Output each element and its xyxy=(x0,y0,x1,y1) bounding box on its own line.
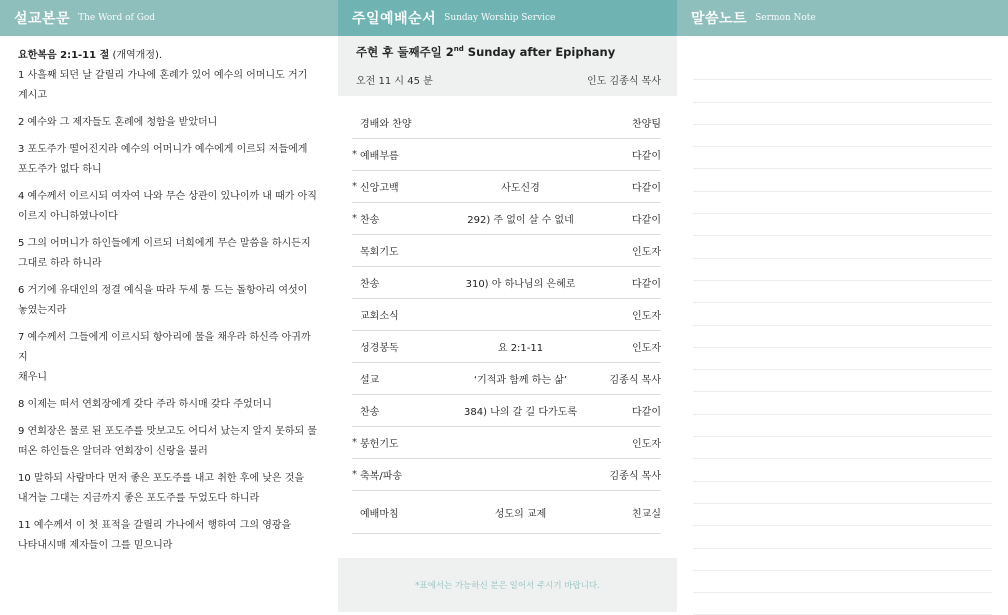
note-line xyxy=(693,58,992,80)
verse-line: 10 말하되 사람마다 먼저 좋은 포도주를 내고 취한 후에 낮은 것을 xyxy=(18,473,305,484)
order-leader: 친교실 xyxy=(632,508,661,520)
scripture-column xyxy=(0,0,338,612)
sermon-note-header xyxy=(677,0,1008,36)
order-row xyxy=(352,203,661,235)
service-info-panel xyxy=(338,36,677,96)
verse-line: 이르지 아니하였나이다 xyxy=(18,211,118,222)
verse-line: 나타내시매 제자들이 그를 믿으니라 xyxy=(18,540,173,551)
verse-line: 7 예수께서 그들에게 이르시되 항아리에 물을 채우라 하신즉 아귀까지 xyxy=(18,332,311,363)
note-line xyxy=(693,459,992,481)
order-star: * xyxy=(352,437,357,448)
order-item: 봉헌기도 xyxy=(360,439,399,450)
verse-line: 포도주가 없다 하니 xyxy=(18,164,102,175)
order-item: 교회소식 xyxy=(360,311,399,322)
verse-line: 6 거기에 유대인의 정결 예식을 따라 두세 통 드는 돌항아리 여섯이 xyxy=(18,285,308,296)
order-content: 384) 나의 갈 길 다가도록 xyxy=(464,407,577,418)
order-item: 찬송 xyxy=(360,279,380,290)
note-line xyxy=(693,103,992,125)
service-time: 오전 11 시 45 분 xyxy=(356,76,433,87)
order-item: 축복/파송 xyxy=(360,471,403,482)
verse xyxy=(18,66,320,106)
order-leader: 인도자 xyxy=(632,439,661,450)
order-row xyxy=(352,491,661,534)
verse xyxy=(18,395,320,415)
order-content: 사도신경 xyxy=(501,183,540,194)
order-content: ‘기적과 함께 하는 삶’ xyxy=(473,375,568,386)
scripture-body xyxy=(0,36,338,556)
verse xyxy=(18,422,320,462)
order-item: 찬송 xyxy=(360,215,380,226)
note-line xyxy=(693,125,992,147)
worship-title: 주일예배순서 xyxy=(352,11,437,27)
scripture-title: 설교본문 xyxy=(14,11,71,27)
verse-line: 4 예수께서 이르시되 여자여 나와 무슨 상관이 있나이까 내 때가 아직 xyxy=(18,191,317,202)
order-row xyxy=(352,107,661,139)
note-line xyxy=(693,348,992,370)
order-content: 310) 아 하나님의 은혜로 xyxy=(465,279,576,290)
order-row xyxy=(352,395,661,427)
order-leader: 다같이 xyxy=(632,279,661,290)
order-item: 예배부름 xyxy=(360,151,399,162)
sermon-note-column xyxy=(677,0,1008,612)
order-content: 292) 주 없이 살 수 없네 xyxy=(467,215,574,226)
verse xyxy=(18,113,320,133)
note-line xyxy=(693,303,992,325)
note-line xyxy=(693,504,992,526)
verse-line: 1 사흘째 되던 날 갈릴리 가나에 혼례가 있어 예수의 어머니도 거기 xyxy=(18,70,308,81)
scripture-reference: 요한복음 2:1-11 절 xyxy=(18,50,110,61)
note-line xyxy=(693,392,992,414)
note-line xyxy=(693,281,992,303)
service-meta-row xyxy=(356,72,661,87)
verse xyxy=(18,187,320,227)
order-leader: 찬양팀 xyxy=(632,119,661,130)
sermon-note-title-en: Sermon Note xyxy=(755,13,816,23)
order-leader: 인도자 xyxy=(632,343,661,354)
note-line xyxy=(693,169,992,191)
order-item: 신앙고백 xyxy=(360,183,399,194)
verse xyxy=(18,234,320,274)
note-line xyxy=(693,214,992,236)
order-item: 찬송 xyxy=(360,407,380,418)
verse-line: 내거늘 그대는 지금까지 좋은 포도주를 두었도다 하니라 xyxy=(18,493,260,504)
order-row xyxy=(352,235,661,267)
service-title-sup: nd xyxy=(453,45,464,54)
service-title-post: Sunday after Epiphany xyxy=(463,45,616,59)
order-row xyxy=(352,459,661,491)
verse-line: 3 포도주가 떨어진지라 예수의 어머니가 예수에게 이르되 저들에게 xyxy=(18,144,308,155)
service-title xyxy=(356,44,661,60)
scripture-header xyxy=(0,0,338,36)
order-star: * xyxy=(352,469,357,480)
note-line xyxy=(693,236,992,258)
verse-list xyxy=(18,66,320,556)
verse xyxy=(18,469,320,509)
verse xyxy=(18,516,320,556)
order-row xyxy=(352,171,661,203)
verse-line: 5 그의 어머니가 하인들에게 이르되 너희에게 무슨 말씀을 하시든지 xyxy=(18,238,311,249)
order-leader: 다같이 xyxy=(632,151,661,162)
note-line xyxy=(693,259,992,281)
order-row xyxy=(352,299,661,331)
note-line xyxy=(693,415,992,437)
verse-line: 놓였는지라 xyxy=(18,305,67,316)
verse-line: 8 이제는 떠서 연회장에게 갖다 주라 하시매 갖다 주었더니 xyxy=(18,399,272,410)
order-row xyxy=(352,267,661,299)
note-lines xyxy=(677,36,1008,615)
order-content: 성도의 교제 xyxy=(494,508,547,520)
worship-order-column xyxy=(338,0,677,612)
verse xyxy=(18,140,320,180)
service-footnote-panel xyxy=(338,558,677,612)
order-content: 요 2:1-11 xyxy=(497,343,544,354)
note-line xyxy=(693,326,992,348)
order-leader: 다같이 xyxy=(632,407,661,418)
order-item: 목회기도 xyxy=(360,247,399,258)
verse-line: 2 예수와 그 제자들도 혼례에 청함을 받았더니 xyxy=(18,117,218,128)
note-line xyxy=(693,437,992,459)
service-presider: 인도 김종식 목사 xyxy=(587,76,661,87)
order-item: 경배와 찬양 xyxy=(360,119,412,130)
order-leader: 김종식 목사 xyxy=(609,375,661,386)
note-line xyxy=(693,526,992,548)
order-row xyxy=(352,331,661,363)
order-list xyxy=(338,96,677,565)
order-star: * xyxy=(352,181,357,192)
order-item: 예배마침 xyxy=(360,508,399,520)
order-leader: 인도자 xyxy=(632,311,661,322)
order-item: 성경봉독 xyxy=(360,343,399,354)
scripture-title-en: The Word of God xyxy=(78,13,156,23)
order-item: 설교 xyxy=(360,375,380,386)
order-row xyxy=(352,139,661,171)
order-leader: 김종식 목사 xyxy=(609,471,661,482)
order-star: * xyxy=(352,149,357,160)
verse-line: 채우니 xyxy=(18,372,47,383)
verse-line: 11 예수께서 이 첫 표적을 갈릴리 가나에서 행하여 그의 영광을 xyxy=(18,520,292,531)
scripture-reference-line xyxy=(18,46,320,66)
verse-line: 떠온 하인들은 알더라 연회장이 신랑을 불러 xyxy=(18,446,208,457)
note-line xyxy=(693,80,992,102)
scripture-reference-note: (개역개정). xyxy=(112,50,163,61)
note-line xyxy=(693,192,992,214)
worship-header xyxy=(338,0,677,36)
order-leader: 인도자 xyxy=(632,247,661,258)
note-line xyxy=(693,549,992,571)
order-row xyxy=(352,427,661,459)
order-leader: 다같이 xyxy=(632,215,661,226)
sermon-note-title: 말씀노트 xyxy=(691,11,748,27)
verse-line: 9 연회장은 물로 된 포도주를 맛보고도 어디서 났는지 알지 못하되 물 xyxy=(18,426,317,437)
worship-title-en: Sunday Worship Service xyxy=(444,13,556,23)
service-title-pre: 주현 후 둘째주일 2 xyxy=(356,45,454,59)
verse-line: 계시고 xyxy=(18,90,47,101)
note-line xyxy=(693,370,992,392)
verse xyxy=(18,328,320,388)
verse-line: 그대로 하라 하니라 xyxy=(18,258,102,269)
note-line xyxy=(693,571,992,593)
verse xyxy=(18,281,320,321)
note-line xyxy=(693,147,992,169)
order-leader: 다같이 xyxy=(632,183,661,194)
order-star: * xyxy=(352,213,357,224)
note-line xyxy=(693,482,992,504)
order-row xyxy=(352,363,661,395)
service-footnote: *표에서는 가능하신 분은 일어서 주시기 바랍니다. xyxy=(415,581,600,591)
